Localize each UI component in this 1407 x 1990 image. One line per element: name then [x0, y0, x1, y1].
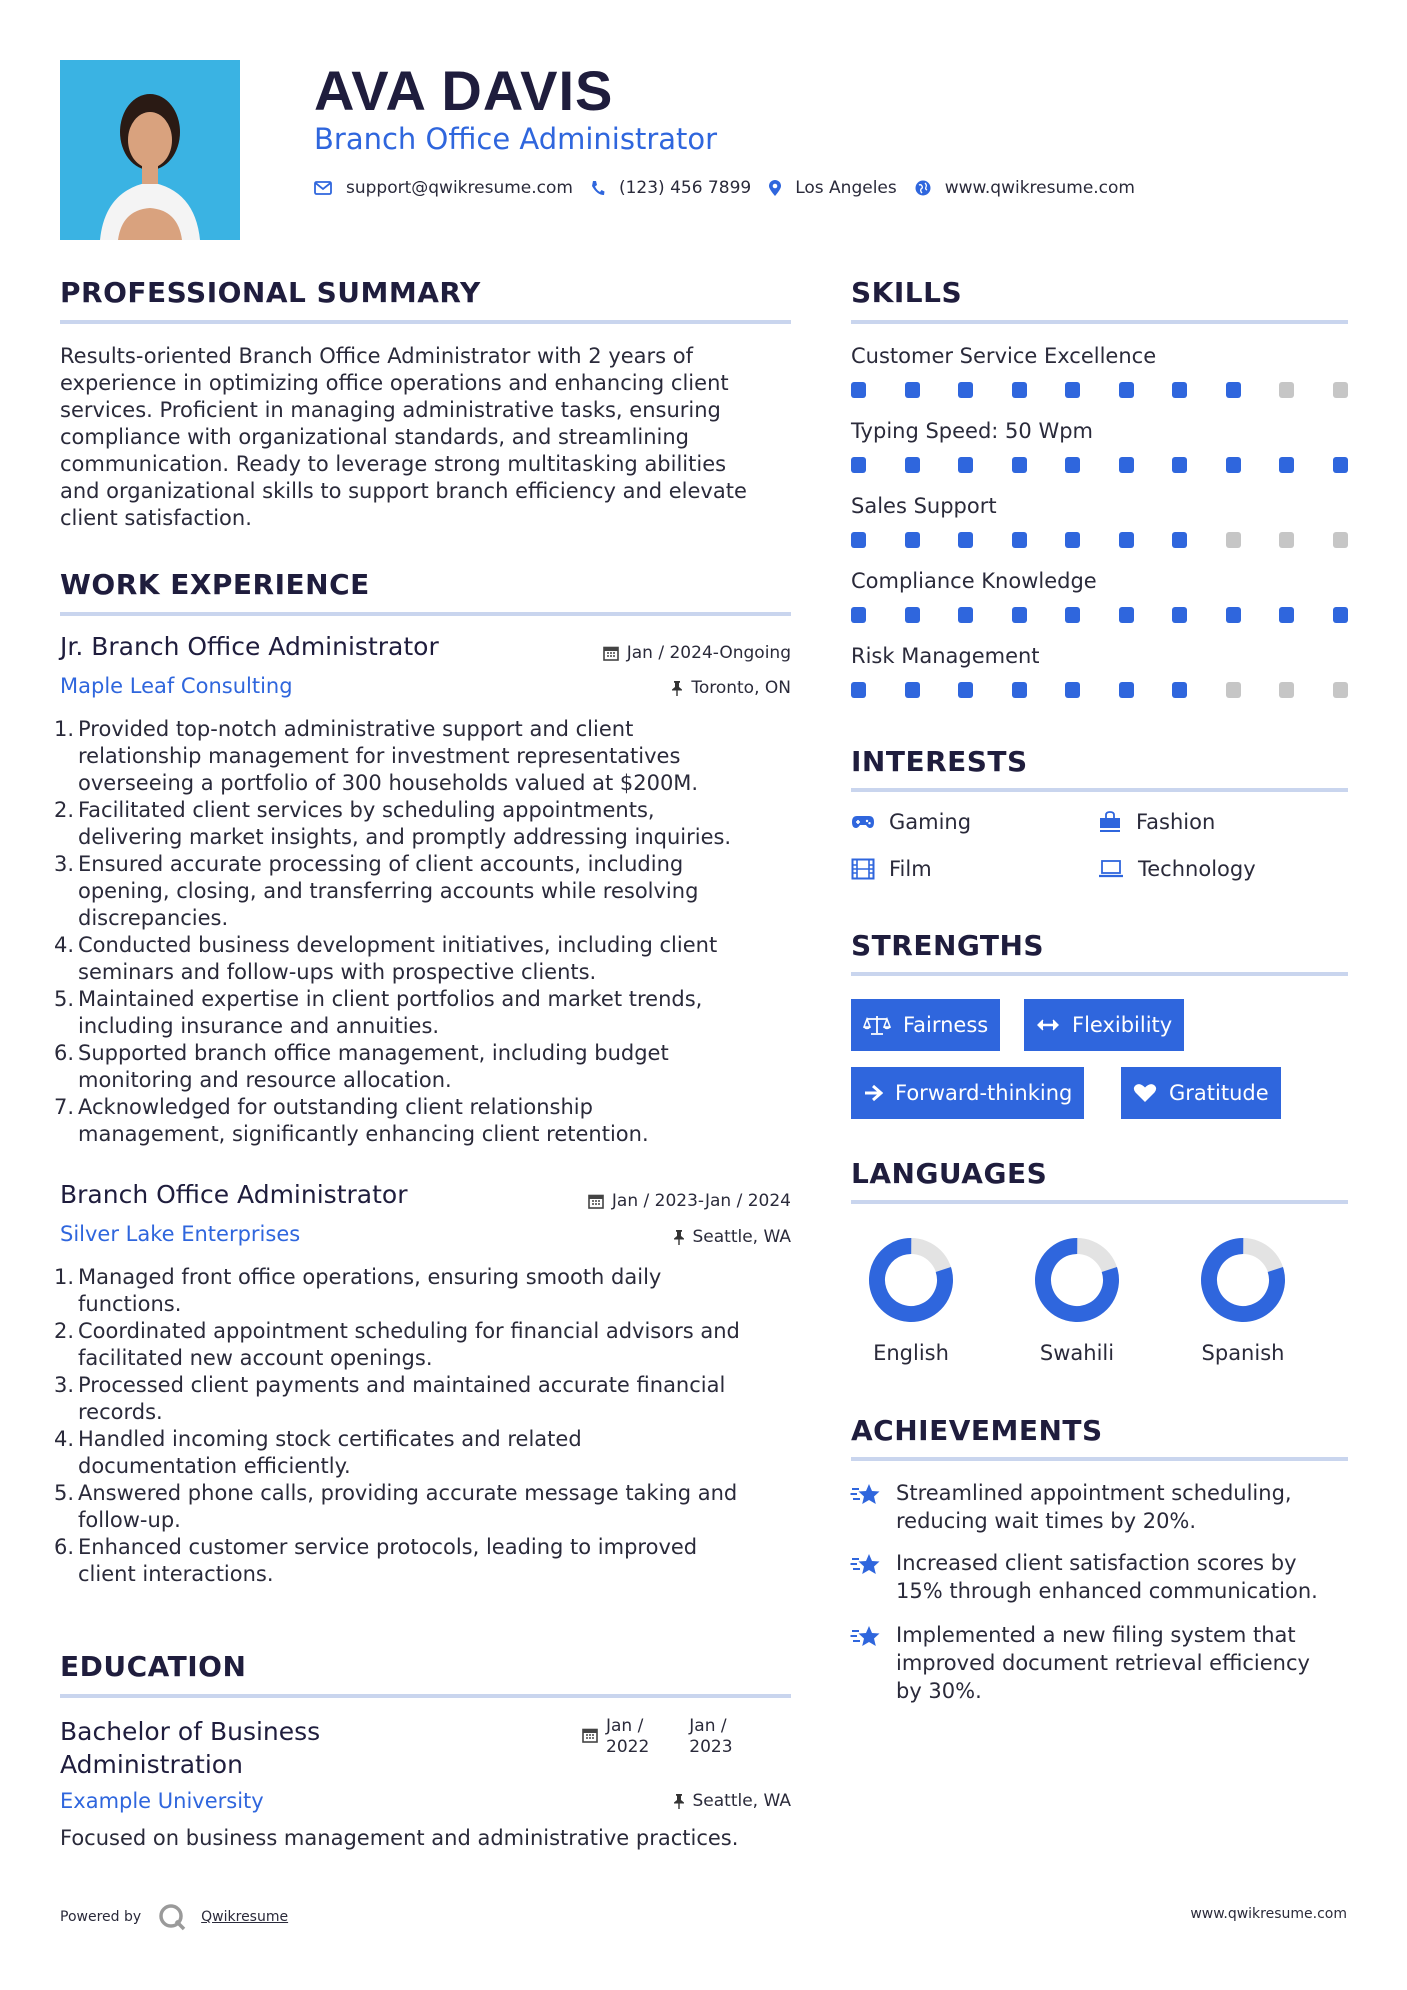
list-item: [54, 1040, 800, 1094]
skill-dot-filled: [905, 532, 920, 548]
strengths-heading: STRENGTHS: [851, 929, 1045, 962]
skills-heading: SKILLS: [851, 276, 963, 309]
skill-dot-filled: [1012, 607, 1027, 623]
arrow-right-icon: [863, 1084, 883, 1102]
thumbtack-icon: [673, 1793, 685, 1809]
contact-location: [769, 178, 897, 198]
strength-label: Fairness: [903, 1013, 989, 1037]
skill-dot-filled: [1012, 682, 1027, 698]
skill-dot-filled: [958, 682, 973, 698]
skill-dot-empty: [1279, 532, 1294, 548]
degree-line: Bachelor of Business: [60, 1717, 321, 1746]
skill-dot-filled: [851, 382, 866, 398]
envelope-icon: [314, 181, 332, 195]
job-title: Branch Office Administrator: [60, 1180, 408, 1209]
skill-name: Customer Service Excellence: [851, 344, 1157, 368]
skill-dot-filled: [1065, 457, 1080, 473]
globe-icon: [915, 180, 931, 196]
list-line: Facilitated client services by scheduling appointments,: [78, 798, 655, 822]
skill-dot-filled: [851, 607, 866, 623]
interests-heading: INTERESTS: [851, 745, 1028, 778]
skill-dot-filled: [905, 382, 920, 398]
achievement-line: 15% through enhanced communication.: [896, 1579, 1318, 1603]
list-line: Provided top-notch administrative support and client: [78, 717, 634, 741]
strength-flexibility: [1024, 999, 1184, 1051]
list-item: [54, 1426, 800, 1480]
date-line: Jan /: [606, 1716, 644, 1736]
skill-name: Sales Support: [851, 494, 997, 518]
skill-dot-filled: [1172, 532, 1187, 548]
thumbtack-icon: [673, 1229, 685, 1245]
skill-name: Compliance Knowledge: [851, 569, 1097, 593]
job-title: Jr. Branch Office Administrator: [60, 632, 439, 661]
skill-dot-filled: [1226, 382, 1241, 398]
interest-film: [851, 857, 932, 881]
film-icon: [851, 858, 875, 880]
list-number: 1.: [54, 717, 75, 741]
profile-photo: [60, 60, 240, 240]
skill-dot-empty: [1333, 682, 1348, 698]
star-award-icon: [850, 1551, 882, 1579]
list-line: delivering market insights, and promptly addressing inquiries.: [78, 825, 732, 849]
summary-line: services. Proficient in managing administrative tasks, ensuring: [60, 398, 721, 422]
strength-fairness: [851, 999, 1000, 1051]
skill-dot-filled: [1279, 457, 1294, 473]
list-number: 5.: [54, 1481, 75, 1505]
strength-label: Forward-thinking: [895, 1081, 1073, 1105]
skill-dot-filled: [1065, 382, 1080, 398]
skill-dots: [851, 382, 1348, 398]
skill-dot-empty: [1279, 682, 1294, 698]
list-item: [54, 1264, 800, 1318]
skill-dot-filled: [958, 607, 973, 623]
list-item: [54, 932, 800, 986]
list-number: 4.: [54, 933, 75, 957]
education-description: Focused on business management and administrative practices.: [60, 1826, 739, 1850]
summary-rule: [60, 320, 791, 324]
language-ring-swahili: [1034, 1237, 1120, 1323]
education-heading: EDUCATION: [60, 1650, 247, 1683]
company-name: Silver Lake Enterprises: [60, 1222, 301, 1246]
list-item: [54, 1318, 800, 1372]
skill-dots: [851, 457, 1348, 473]
job-date-text: Jan / 2023-Jan / 2024: [611, 1191, 791, 1211]
list-line: seminars and follow-ups with prospective clients.: [78, 960, 597, 984]
candidate-name: AVA DAVIS: [314, 59, 614, 122]
footer-powered: [60, 1902, 288, 1932]
summary-line: experience in optimizing office operations and enhancing client: [60, 371, 729, 395]
list-line: follow-up.: [78, 1508, 181, 1532]
star-award-icon: [850, 1481, 882, 1509]
heart-icon: [1133, 1083, 1157, 1103]
interest-gaming: [851, 810, 971, 834]
school-name: Example University: [60, 1789, 264, 1813]
skill-dot-filled: [1119, 532, 1134, 548]
list-line: Handled incoming stock certificates and related: [78, 1427, 582, 1451]
skill-dot-empty: [1333, 382, 1348, 398]
summary-line: client satisfaction.: [60, 506, 252, 530]
list-item: [54, 1480, 800, 1534]
summary-line: compliance with organizational standards, and streamlining: [60, 425, 690, 449]
list-item: [54, 716, 800, 797]
list-line: monitoring and resource allocation.: [78, 1068, 452, 1092]
list-line: Answered phone calls, providing accurate message taking and: [78, 1481, 738, 1505]
languages-rule: [851, 1200, 1348, 1204]
list-line: records.: [78, 1400, 163, 1424]
list-line: Coordinated appointment scheduling for financial advisors and: [78, 1319, 740, 1343]
skill-dots: [851, 607, 1348, 623]
balance-scale-icon: [863, 1014, 891, 1036]
achievement-line: Increased client satisfaction scores by: [896, 1551, 1297, 1575]
list-line: Processed client payments and maintained accurate financial: [78, 1373, 726, 1397]
powered-by-text: Powered by: [60, 1909, 142, 1925]
calendar-icon: [582, 1727, 598, 1743]
skill-dot-filled: [1172, 607, 1187, 623]
skill-dot-filled: [958, 382, 973, 398]
skill-dot-filled: [1119, 607, 1134, 623]
education-end: [689, 1716, 732, 1758]
list-line: Managed front office operations, ensuring smooth daily: [78, 1265, 662, 1289]
job-date: [588, 1191, 791, 1211]
list-number: 6.: [54, 1041, 75, 1065]
contact-website[interactable]: [915, 178, 1135, 198]
phone-text: (123) 456 7899: [618, 178, 752, 198]
achievement-line: improved document retrieval efficiency: [896, 1651, 1310, 1675]
summary-heading: PROFESSIONAL SUMMARY: [60, 276, 481, 309]
gamepad-icon: [851, 814, 875, 830]
degree-line: Administration: [60, 1750, 243, 1779]
arrows-horizontal-icon: [1036, 1018, 1060, 1032]
skill-dots: [851, 682, 1348, 698]
list-line: functions.: [78, 1292, 182, 1316]
skill-dot-filled: [905, 457, 920, 473]
skill-dot-filled: [905, 607, 920, 623]
skill-name: Typing Speed: 50 Wpm: [851, 419, 1093, 443]
calendar-icon: [588, 1193, 604, 1209]
interest-label: Gaming: [889, 810, 972, 834]
list-line: including insurance and annuities.: [78, 1014, 440, 1038]
achievement-line: Streamlined appointment scheduling,: [896, 1481, 1292, 1505]
strength-gratitude: [1121, 1067, 1281, 1119]
language-name: Swahili: [1039, 1341, 1115, 1365]
candidate-title: Branch Office Administrator: [314, 122, 718, 156]
brand-link[interactable]: Qwikresume: [201, 1909, 289, 1925]
skill-dot-filled: [905, 682, 920, 698]
summary-line: Results-oriented Branch Office Administrator with 2 years of: [60, 344, 694, 368]
summary-text: [60, 343, 800, 532]
experience-rule: [60, 612, 791, 616]
interest-label: Technology: [1138, 857, 1256, 881]
skill-dot-filled: [1172, 457, 1187, 473]
education-location-text: Seattle, WA: [692, 1791, 791, 1811]
list-line: overseeing a portfolio of 300 households valued at $200M.: [78, 771, 699, 795]
list-number: 4.: [54, 1427, 75, 1451]
list-line: management, significantly enhancing client retention.: [78, 1122, 649, 1146]
skills-rule: [851, 320, 1348, 324]
job-location: [673, 1227, 792, 1247]
list-line: Maintained expertise in client portfolios and market trends,: [78, 987, 703, 1011]
job-location-text: Seattle, WA: [692, 1227, 791, 1247]
skill-dot-filled: [1172, 682, 1187, 698]
language-name: English: [873, 1341, 949, 1365]
list-line: Enhanced customer service protocols, leading to improved: [78, 1535, 698, 1559]
company-name: Maple Leaf Consulting: [60, 674, 293, 698]
map-marker-icon: [769, 180, 781, 196]
list-number: 3.: [54, 1373, 75, 1397]
achievement-item: [896, 1621, 1310, 1705]
location-text: Los Angeles: [795, 178, 897, 198]
skill-dot-filled: [1279, 607, 1294, 623]
list-line: client interactions.: [78, 1562, 274, 1586]
list-number: 2.: [54, 798, 75, 822]
thumbtack-icon: [671, 680, 683, 696]
education-location: [673, 1791, 792, 1811]
achievements-heading: ACHIEVEMENTS: [851, 1414, 1103, 1447]
list-item: [54, 797, 800, 851]
skill-dot-empty: [1226, 532, 1241, 548]
skill-name: Risk Management: [851, 644, 1040, 668]
qwikresume-logo-icon: [157, 1902, 187, 1932]
skill-dot-filled: [1172, 382, 1187, 398]
skill-dot-filled: [1065, 682, 1080, 698]
language-ring-spanish: [1200, 1237, 1286, 1323]
languages-heading: LANGUAGES: [851, 1157, 1048, 1190]
list-number: 1.: [54, 1265, 75, 1289]
experience-heading: WORK EXPERIENCE: [60, 568, 370, 601]
language-ring-english: [868, 1237, 954, 1323]
list-line: discrepancies.: [78, 906, 229, 930]
skill-dot-filled: [851, 532, 866, 548]
skill-dot-filled: [1119, 457, 1134, 473]
list-line: documentation efficiently.: [78, 1454, 351, 1478]
list-line: Ensured accurate processing of client accounts, including: [78, 852, 684, 876]
job-date-text: Jan / 2024-Ongoing: [626, 643, 791, 663]
list-line: Acknowledged for outstanding client relationship: [78, 1095, 593, 1119]
job-date: [603, 643, 791, 663]
skill-dot-filled: [1119, 382, 1134, 398]
interest-fashion: [1098, 810, 1215, 834]
shopping-bag-icon: [1098, 811, 1122, 833]
skill-dot-filled: [958, 532, 973, 548]
date-line: 2022: [606, 1737, 650, 1757]
education-start: [606, 1716, 649, 1758]
education-dates: [582, 1716, 733, 1758]
list-item: [54, 851, 800, 932]
website-text: www.qwikresume.com: [944, 178, 1135, 198]
language-name: Spanish: [1201, 1341, 1285, 1365]
education-rule: [60, 1694, 791, 1698]
interests-rule: [851, 788, 1348, 792]
list-line: relationship management for investment representatives: [78, 744, 681, 768]
footer-website[interactable]: www.qwikresume.com: [1190, 1906, 1347, 1922]
skill-dot-empty: [1226, 682, 1241, 698]
strength-label: Gratitude: [1169, 1081, 1269, 1105]
skill-dot-filled: [851, 682, 866, 698]
skill-dot-empty: [1279, 382, 1294, 398]
list-number: 3.: [54, 852, 75, 876]
laptop-icon: [1098, 859, 1124, 879]
job-bullets: [54, 1264, 800, 1588]
skill-dot-filled: [1065, 532, 1080, 548]
strength-label: Flexibility: [1072, 1013, 1173, 1037]
list-number: 2.: [54, 1319, 75, 1343]
skill-dot-filled: [1226, 457, 1241, 473]
list-number: 5.: [54, 987, 75, 1011]
date-line: Jan /: [689, 1716, 727, 1736]
skill-dot-filled: [1012, 532, 1027, 548]
achievements-rule: [851, 1457, 1348, 1461]
phone-icon: [591, 180, 605, 196]
strength-forward-thinking: [851, 1067, 1084, 1119]
job-location: [671, 678, 791, 698]
contact-bar: [314, 178, 1153, 198]
contact-email[interactable]: [314, 178, 573, 198]
list-line: opening, closing, and transferring accounts while resolving: [78, 879, 699, 903]
skill-dot-filled: [958, 457, 973, 473]
skill-dot-filled: [1333, 607, 1348, 623]
job-bullets: [54, 716, 800, 1148]
list-item: [54, 1094, 800, 1148]
list-line: Supported branch office management, including budget: [78, 1041, 669, 1065]
star-award-icon: [850, 1623, 882, 1651]
skill-dot-filled: [1333, 457, 1348, 473]
list-number: 6.: [54, 1535, 75, 1559]
language-rings: [851, 1228, 1348, 1338]
summary-line: communication. Ready to leverage strong multitasking abilities: [60, 452, 727, 476]
summary-line: and organizational skills to support branch efficiency and elevate: [60, 479, 747, 503]
list-item: [54, 1534, 800, 1588]
skill-dot-filled: [1012, 382, 1027, 398]
list-number: 7.: [54, 1095, 75, 1119]
degree-title: [60, 1715, 320, 1781]
skill-dot-empty: [1333, 532, 1348, 548]
list-item: [54, 1372, 800, 1426]
interest-label: Fashion: [1136, 810, 1216, 834]
job-location-text: Toronto, ON: [691, 678, 791, 698]
calendar-icon: [603, 645, 619, 661]
date-line: 2023: [689, 1737, 733, 1757]
skill-dot-filled: [1226, 607, 1241, 623]
achievement-item: [896, 1549, 1318, 1605]
achievement-line: reducing wait times by 20%.: [896, 1509, 1197, 1533]
skill-dot-filled: [1065, 607, 1080, 623]
list-line: Conducted business development initiatives, including client: [78, 933, 718, 957]
list-item: [54, 986, 800, 1040]
skill-dot-filled: [851, 457, 866, 473]
list-line: facilitated new account openings.: [78, 1346, 433, 1370]
skill-dot-filled: [1012, 457, 1027, 473]
achievement-line: by 30%.: [896, 1679, 982, 1703]
contact-phone[interactable]: [591, 178, 751, 198]
skill-dots: [851, 532, 1348, 548]
strengths-rule: [851, 972, 1348, 976]
skill-dot-filled: [1119, 682, 1134, 698]
interest-label: Film: [889, 857, 932, 881]
email-text: support@qwikresume.com: [346, 178, 573, 198]
achievement-line: Implemented a new filing system that: [896, 1623, 1296, 1647]
achievement-item: [896, 1479, 1292, 1535]
interest-technology: [1098, 857, 1256, 881]
